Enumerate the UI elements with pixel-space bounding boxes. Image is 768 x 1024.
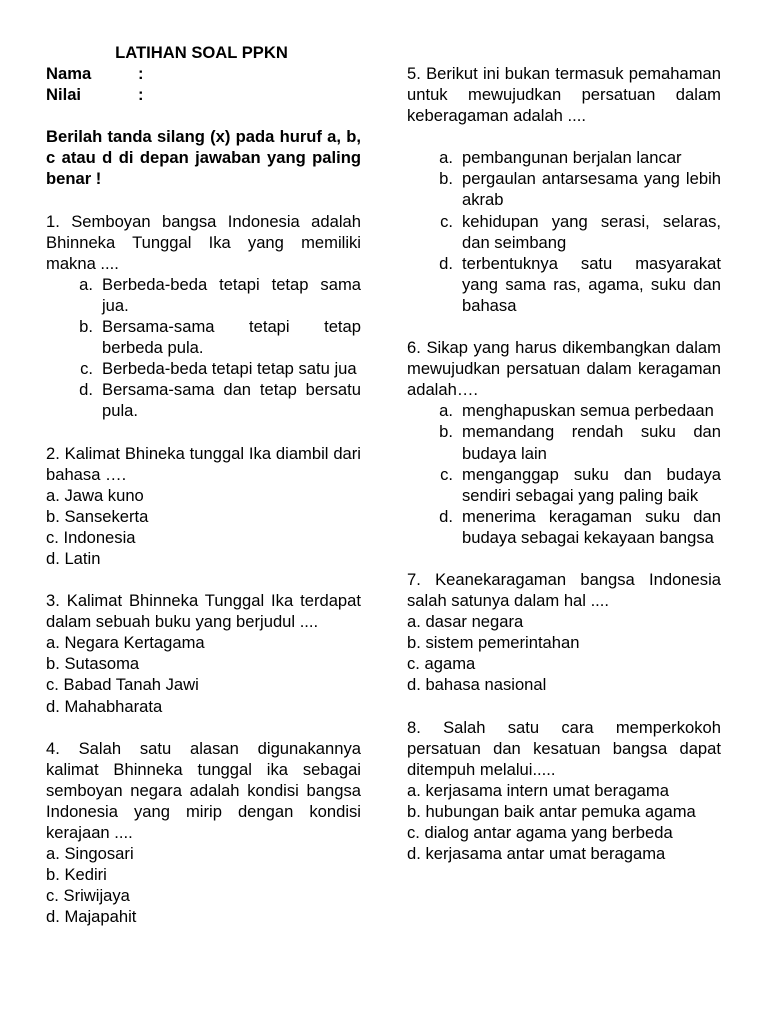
question-8 bbox=[407, 717, 721, 865]
question-3 bbox=[46, 590, 361, 717]
question-stem: 4. Salah satu alasan digunakannya kalimat Bhinneka tunggal ika sebagai semboyan negara adalah kondisi bangsa Indonesia yang mirip dengan kondisi kerajaan .... bbox=[46, 738, 361, 842]
score-colon: : bbox=[138, 85, 144, 105]
option-text: terbentuknya satu masyarakat yang sama ras, agama, suku dan bahasa bbox=[462, 253, 721, 315]
option-marker: c. bbox=[440, 464, 453, 484]
option-b bbox=[429, 421, 721, 463]
option-d: d. bahasa nasional bbox=[407, 675, 547, 695]
option-marker: a. bbox=[79, 274, 93, 294]
option-a bbox=[429, 400, 721, 421]
option-a: a. Negara Kertagama bbox=[46, 633, 205, 653]
question-6 bbox=[407, 337, 721, 548]
option-marker: a. bbox=[439, 148, 453, 168]
option-b: b. Kediri bbox=[46, 865, 107, 885]
option-a: a. Jawa kuno bbox=[46, 485, 144, 505]
option-text: menghapuskan semua perbedaan bbox=[462, 401, 714, 421]
option-b: b. Sutasoma bbox=[46, 654, 140, 674]
option-d bbox=[429, 253, 721, 316]
option-marker: a. bbox=[439, 401, 453, 421]
option-text: menganggap suku dan budaya sendiri sebagai yang paling baik bbox=[462, 464, 721, 505]
question-stem: 5. Berikut ini bukan termasuk pemahaman untuk mewujudkan persatuan dalam keberagaman adalah .... bbox=[407, 64, 721, 126]
question-stem: 1. Semboyan bangsa Indonesia adalah Bhinneka Tunggal Ika yang memiliki makna .... bbox=[46, 211, 361, 273]
option-marker: d. bbox=[439, 506, 453, 526]
name-label: Nama bbox=[46, 64, 92, 84]
name-colon: : bbox=[138, 64, 144, 84]
option-b: b. sistem pemerintahan bbox=[407, 633, 580, 653]
score-field bbox=[46, 84, 361, 105]
option-d bbox=[69, 379, 361, 421]
option-a: a. kerjasama intern umat beragama bbox=[407, 780, 669, 800]
option-marker: d. bbox=[439, 253, 453, 273]
question-stem: 8. Salah satu cara memperkokoh persatuan dan kesatuan bangsa dapat ditempuh melalui..... bbox=[407, 717, 721, 779]
option-c bbox=[429, 211, 721, 253]
option-a bbox=[69, 274, 361, 316]
question-5 bbox=[407, 63, 721, 316]
option-marker: b. bbox=[439, 422, 453, 442]
option-b bbox=[69, 316, 361, 358]
option-b: b. hubungan baik antar pemuka agama bbox=[407, 801, 696, 821]
question-2 bbox=[46, 443, 361, 570]
option-c: c. dialog antar agama yang berbeda bbox=[407, 823, 673, 842]
option-marker: c. bbox=[440, 211, 453, 231]
option-a: a. Singosari bbox=[46, 844, 134, 864]
option-c: c. Babad Tanah Jawi bbox=[46, 675, 199, 695]
option-d: d. kerjasama antar umat beragama bbox=[407, 844, 666, 864]
question-7 bbox=[407, 569, 721, 696]
option-c: c. Indonesia bbox=[46, 527, 136, 547]
instruction-text: Berilah tanda silang (x) pada huruf a, b, c atau d di depan jawaban yang paling benar ! bbox=[46, 127, 361, 189]
question-stem: 7. Keanekaragaman bangsa Indonesia salah satunya dalam hal .... bbox=[407, 569, 721, 611]
option-a: a. dasar negara bbox=[407, 612, 524, 632]
option-a bbox=[429, 147, 721, 168]
option-text: menerima keragaman suku dan budaya sebagai kekayaan bangsa bbox=[462, 506, 721, 547]
option-text: Bersama-sama dan tetap bersatu pula. bbox=[102, 380, 361, 421]
option-c bbox=[69, 358, 361, 379]
page-title: LATIHAN SOAL PPKN bbox=[115, 43, 288, 62]
question-stem: 3. Kalimat Bhinneka Tunggal Ika terdapat dalam sebuah buku yang berjudul .... bbox=[46, 591, 361, 632]
option-text: Berbeda-beda tetapi tetap satu jua bbox=[102, 359, 357, 379]
name-field bbox=[46, 63, 361, 84]
option-marker: b. bbox=[79, 317, 93, 337]
question-stem: 6. Sikap yang harus dikembangkan dalam mewujudkan persatuan dalam keragaman adalah…. bbox=[407, 338, 721, 400]
option-text: pembangunan berjalan lancar bbox=[462, 148, 682, 168]
option-text: Bersama-sama tetapi tetap berbeda pula. bbox=[102, 317, 361, 358]
question-stem: 2. Kalimat Bhineka tunggal Ika diambil dari bahasa …. bbox=[46, 443, 361, 484]
option-text: kehidupan yang serasi, selaras, dan seimbang bbox=[462, 211, 721, 252]
option-d: d. Latin bbox=[46, 548, 101, 568]
right-column bbox=[407, 63, 721, 864]
score-label: Nilai bbox=[46, 85, 82, 105]
option-b bbox=[429, 168, 721, 210]
option-c: c. agama bbox=[407, 654, 476, 674]
option-text: Berbeda-beda tetapi tetap sama jua. bbox=[102, 274, 361, 315]
question-4 bbox=[46, 738, 361, 928]
option-marker: b. bbox=[439, 169, 453, 189]
option-text: memandang rendah suku dan budaya lain bbox=[462, 422, 721, 463]
left-column bbox=[46, 42, 361, 927]
option-d bbox=[429, 506, 721, 548]
option-text: pergaulan antarsesama yang lebih akrab bbox=[462, 169, 721, 210]
question-1 bbox=[46, 211, 361, 422]
option-d: d. Mahabharata bbox=[46, 696, 163, 716]
option-c: c. Sriwijaya bbox=[46, 886, 130, 906]
option-c bbox=[429, 464, 721, 506]
option-marker: c. bbox=[80, 359, 93, 379]
option-d: d. Majapahit bbox=[46, 907, 137, 927]
option-b: b. Sansekerta bbox=[46, 506, 149, 526]
option-marker: d. bbox=[79, 380, 93, 400]
